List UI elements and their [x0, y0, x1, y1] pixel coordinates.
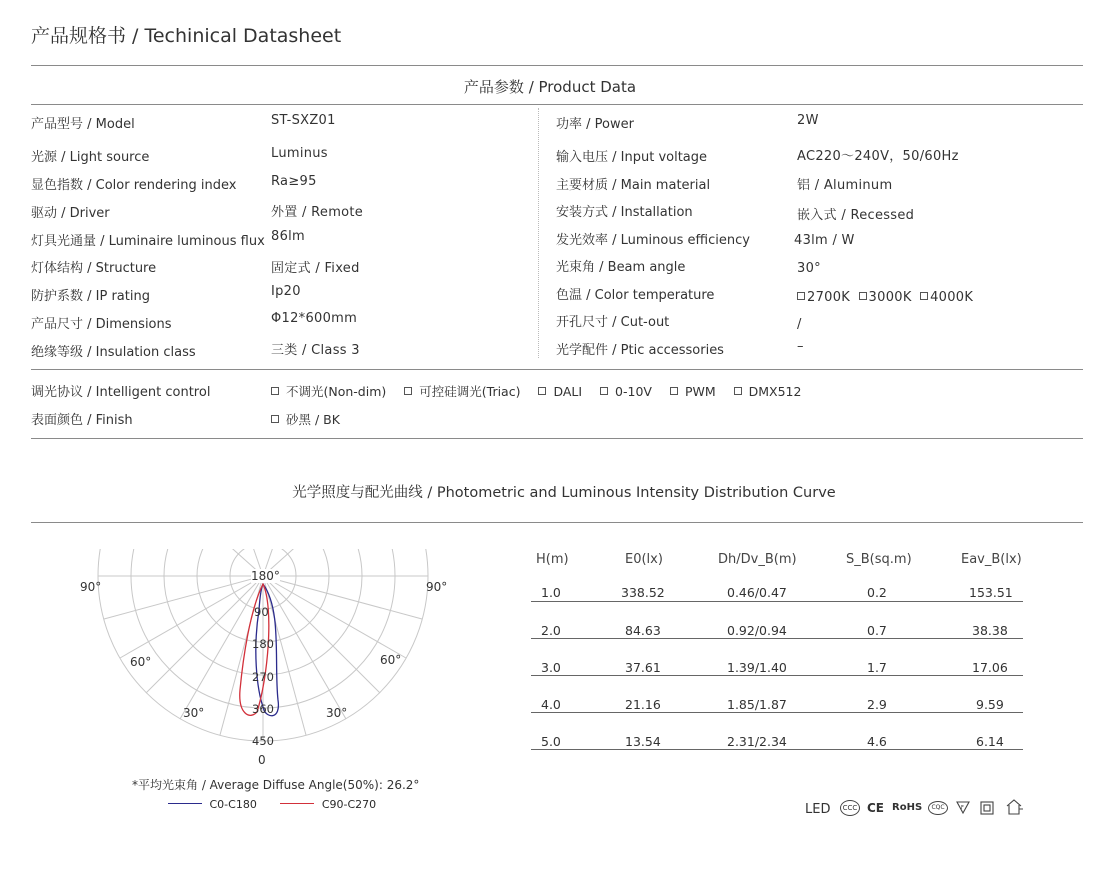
table-cell: 1.0 [541, 585, 561, 600]
spec-label: 主要材质 / Main material [556, 178, 711, 193]
radial-label: 90 [254, 605, 269, 619]
control-option: DMX512 [748, 384, 802, 399]
spec-label: 灯具光通量 / Luminaire luminous flux [31, 234, 265, 249]
table-header: S_B(sq.m) [846, 552, 912, 567]
finish-option: 砂黑 / BK [286, 412, 340, 427]
table-cell: 2.9 [867, 697, 887, 712]
table-cell: 17.06 [972, 660, 1008, 675]
ce-icon: CE [867, 801, 885, 815]
beam-angle-note: *平均光束角 / Average Diffuse Angle(50%): 26.2° [132, 778, 420, 792]
table-cell: 2.0 [541, 623, 561, 638]
control-option: 可控硅调光(Triac) [419, 384, 521, 399]
spec-label: 光束角 / Beam angle [556, 260, 686, 275]
checkbox[interactable] [920, 292, 928, 300]
table-header: Dh/Dv_B(m) [718, 552, 797, 567]
spec-value: AC220～240V，50/60Hz [797, 149, 959, 164]
table-cell: 2.31/2.34 [727, 734, 787, 749]
column-divider [538, 108, 539, 358]
table-cell: 4.0 [541, 697, 561, 712]
table-cell: 338.52 [621, 585, 665, 600]
spec-label: 产品型号 / Model [31, 117, 135, 132]
checkbox[interactable] [670, 387, 678, 395]
table-cell: 0.7 [867, 623, 887, 638]
table-cell: 0.46/0.47 [727, 585, 787, 600]
table-cell: 84.63 [625, 623, 661, 638]
color-temp-option: 4000K [930, 290, 974, 305]
chart-legend [168, 798, 376, 811]
checkbox[interactable] [859, 292, 867, 300]
spec-label: 安装方式 / Installation [556, 205, 693, 220]
spec-label: 色温 / Color temperature [556, 288, 715, 303]
spec-value: 三类 / Class 3 [271, 343, 360, 358]
table-cell: 37.61 [625, 660, 661, 675]
rohs-icon: RoHS [892, 802, 923, 813]
row-divider [531, 601, 1023, 602]
spec-value: Ip20 [271, 284, 301, 299]
angle-label: 60° [130, 655, 152, 669]
finish-label: 表面颜色 / Finish [31, 413, 133, 428]
checkbox[interactable] [271, 387, 279, 395]
table-cell: 6.14 [976, 734, 1004, 749]
table-cell: 4.6 [867, 734, 887, 749]
table-cell: 13.54 [625, 734, 661, 749]
legend-label: C0-C180 [209, 798, 257, 811]
spec-value: 外置 / Remote [271, 205, 364, 220]
ccc-icon-label: CCC [842, 804, 858, 812]
control-option: PWM [684, 384, 716, 399]
angle-label: 90° [426, 580, 448, 594]
spec-label: 防护系数 / IP rating [31, 289, 150, 304]
legend-swatch [280, 803, 314, 804]
f-mark-icon [956, 801, 970, 814]
checkbox[interactable] [538, 387, 546, 395]
spec-value: ST-SXZ01 [271, 113, 336, 128]
legend-swatch [168, 803, 202, 804]
spec-label: 光源 / Light source [31, 150, 150, 165]
document-title: 产品规格书 / Techinical Datasheet [31, 25, 342, 47]
row-divider [531, 712, 1023, 713]
angle-label: 60° [380, 653, 402, 667]
f-mark-text: F [961, 805, 964, 811]
spec-value: 43lm / W [794, 233, 855, 248]
legend-label: C90-C270 [321, 798, 377, 811]
table-cell: 5.0 [541, 734, 561, 749]
radial-label: 360 [252, 702, 274, 716]
table-cell: 1.39/1.40 [727, 660, 787, 675]
table-cell: 3.0 [541, 660, 561, 675]
spec-label: 显色指数 / Color rendering index [31, 178, 237, 193]
double-insulation-icon [980, 801, 994, 815]
spec-value: 2W [797, 113, 819, 128]
divider [31, 522, 1083, 523]
control-option: DALI [553, 384, 583, 399]
radial-label: 450 [252, 734, 274, 748]
spec-label: 开孔尺寸 / Cut-out [556, 315, 670, 330]
spec-label: 产品尺寸 / Dimensions [31, 317, 172, 332]
ccc-icon [840, 800, 860, 816]
table-header: Eav_B(lx) [961, 552, 1022, 567]
spec-label: 发光效率 / Luminous efficiency [556, 233, 750, 248]
radial-label: 180 [252, 637, 274, 651]
control-label: 调光协议 / Intelligent control [31, 385, 211, 400]
angle-label: 180° [251, 569, 280, 583]
color-temp-option: 2700K [807, 290, 851, 305]
control-option: 0-10V [615, 384, 652, 399]
row-divider [531, 749, 1023, 750]
checkbox[interactable] [797, 292, 805, 300]
table-cell: 0.92/0.94 [727, 623, 787, 638]
row-divider [531, 638, 1023, 639]
cqc-icon-label: CQC [931, 804, 945, 811]
radial-label: 270 [252, 670, 274, 684]
spec-value: 铝 / Aluminum [797, 178, 893, 193]
angle-label: 0 [258, 753, 266, 767]
spec-label: 光学配件 / Ptic accessories [556, 343, 724, 358]
product-data-heading: 产品参数 / Product Data [463, 78, 637, 96]
table-cell: 0.2 [867, 585, 887, 600]
spec-value: Ra≥95 [271, 174, 317, 189]
table-header: H(m) [536, 552, 569, 567]
checkbox[interactable] [271, 415, 279, 423]
divider [31, 438, 1083, 439]
spec-value: 86lm [271, 229, 306, 244]
checkbox[interactable] [600, 387, 608, 395]
divider [31, 104, 1083, 105]
color-temp-options [797, 290, 973, 305]
table-cell: 9.59 [976, 697, 1004, 712]
checkbox[interactable] [734, 387, 742, 395]
finish-options [271, 410, 340, 428]
divider [31, 65, 1083, 66]
table-header: E0(lx) [625, 552, 663, 567]
spec-value: 嵌入式 / Recessed [797, 208, 915, 223]
spec-value: / [797, 317, 802, 332]
spec-value: 30° [797, 261, 821, 276]
row-divider [531, 675, 1023, 676]
checkbox[interactable] [404, 387, 412, 395]
spec-label: 灯体结构 / Structure [31, 261, 157, 276]
table-cell: 38.38 [972, 623, 1008, 638]
divider [31, 369, 1083, 370]
spec-value: Φ12*600mm [271, 311, 358, 326]
photometric-heading: 光学照度与配光曲线 / Photometric and Luminous Intensity Distribution Curve [292, 485, 836, 501]
control-options [271, 382, 801, 400]
cqc-icon [928, 801, 948, 815]
angle-label: 30° [183, 706, 205, 720]
spec-label: 绝缘等级 / Insulation class [31, 345, 196, 360]
spec-value: – [797, 339, 804, 354]
table-cell: 1.85/1.87 [727, 697, 787, 712]
spec-value: 固定式 / Fixed [271, 261, 360, 276]
angle-label: 90° [80, 580, 102, 594]
led-mark: LED [805, 802, 831, 817]
color-temp-option: 3000K [868, 290, 912, 305]
indoor-use-icon [1004, 798, 1024, 816]
table-cell: 153.51 [969, 585, 1013, 600]
table-cell: 1.7 [867, 660, 887, 675]
spec-label: 功率 / Power [556, 117, 634, 132]
spec-label: 驱动 / Driver [31, 206, 110, 221]
table-cell: 21.16 [625, 697, 661, 712]
control-option: 不调光(Non-dim) [286, 384, 387, 399]
spec-label: 输入电压 / Input voltage [556, 150, 708, 165]
spec-value: Luminus [271, 146, 328, 161]
angle-label: 30° [326, 706, 348, 720]
